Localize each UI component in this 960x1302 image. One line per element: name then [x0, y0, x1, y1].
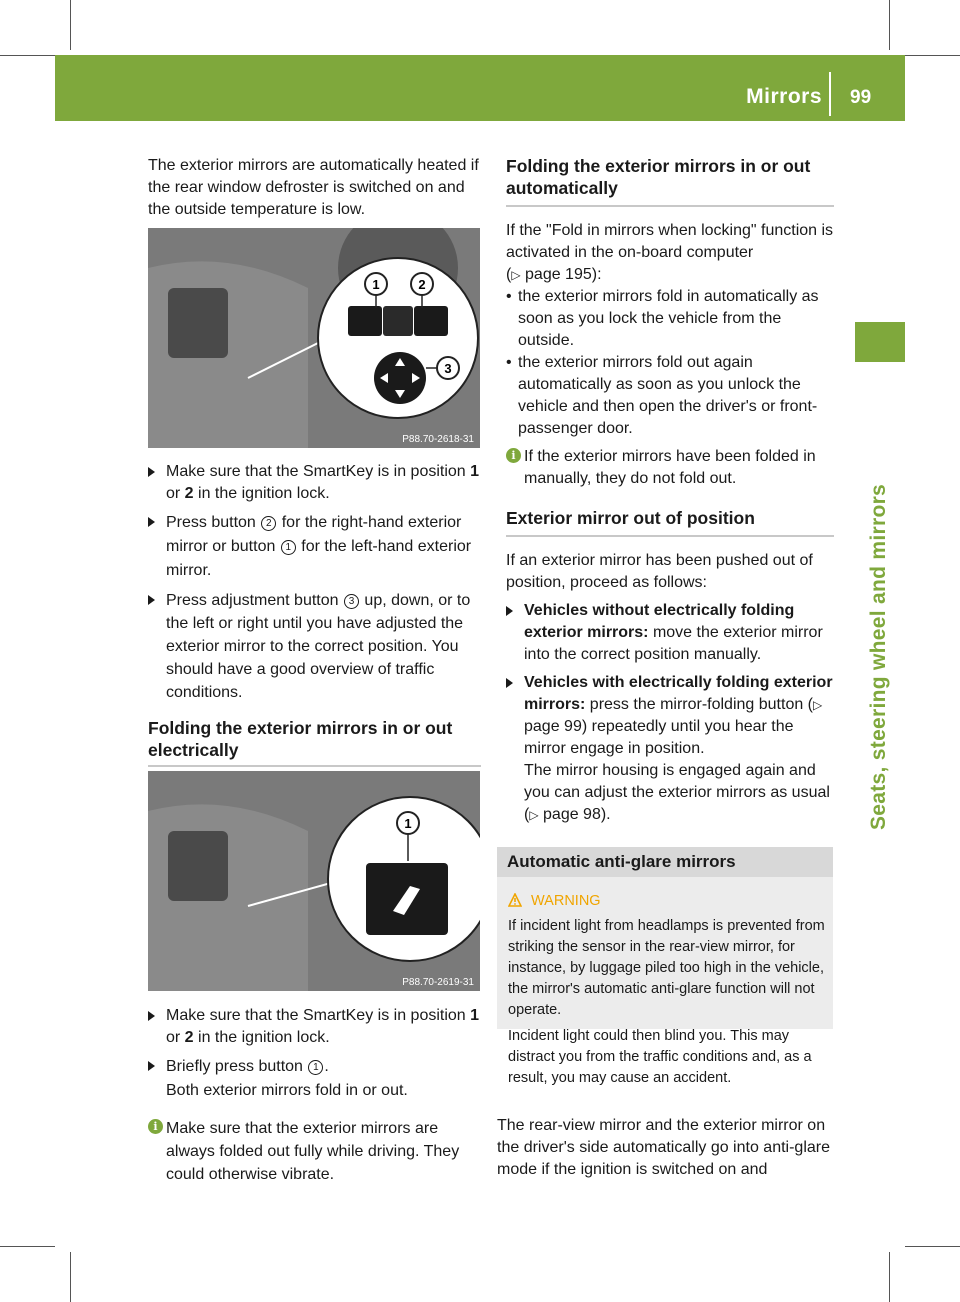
- arrow-icon: [148, 595, 155, 605]
- arrow-icon: [148, 1061, 155, 1071]
- step: Make sure that the SmartKey is in position 1 or 2 in the ignition lock.: [148, 461, 481, 505]
- number-badge: 2: [261, 516, 276, 531]
- left-steps-1: [148, 461, 481, 704]
- box-heading: Automatic anti-glare mirrors: [497, 847, 833, 877]
- callout-1: 1: [372, 277, 380, 292]
- page-number: 99: [850, 87, 872, 108]
- page-ref-icon: ▷: [511, 268, 521, 282]
- outro-paragraph: The rear-view mirror and the exterior mirror on the driver's side automatically go into anti-glare mode if the ignition is switched on and: [497, 1117, 830, 1178]
- figure-mirror-fold: [148, 771, 480, 991]
- info-note: i Make sure that the exterior mirrors are always folded out fully while driving. They could otherwise vibrate.: [148, 1117, 481, 1186]
- right-section-oop: Exterior mirror out of position If an exterior mirror has been pushed out of position, proceed as follows: Vehicles without electrically folding exterior mirrors: move the exterior mirror into the correct position manually. Vehicles with electrically folding exterior mirrors: press the mirror-folding button (▷ page 99) repeatedly until you hear the mirror engage in position. The mirror housing is engaged again and you can adjust the exterior mirrors as usual (▷ page 98).: [506, 507, 834, 826]
- arrow-icon: [148, 1011, 155, 1021]
- number-badge: 1: [281, 540, 296, 555]
- crop-mark: [0, 55, 55, 56]
- heading-rule: [506, 535, 834, 537]
- step: Vehicles with electrically folding exterior mirrors: press the mirror-folding button (▷ page 99) repeatedly until you hear the mirror engage in position. The mirror housing is engaged again and you can adjust the exterior mirrors as usual (▷ page 98).: [506, 672, 834, 826]
- number-badge: 1: [308, 1060, 323, 1075]
- callout-3: 3: [444, 361, 452, 376]
- warning-text: Incident light could then blind you. This may distract you from the traffic conditions and, as a result, you may cause an accident.: [508, 1028, 812, 1086]
- warning-text: If incident light from headlamps is prevented from striking the sensor in the rear-view mirror, for instance, by luggage piled too high in the vehicle, the mirror's automatic anti-glare function will not operate.: [508, 918, 825, 1018]
- crop-mark: [905, 1246, 960, 1247]
- dashboard-illustration: [148, 228, 480, 448]
- step: Press adjustment button 3 up, down, or to the left or right until you have adjusted the exterior mirror to the correct position. You should have a good overview of traffic conditions.: [148, 589, 481, 704]
- callout-2: 2: [418, 277, 426, 292]
- step: Briefly press button 1 . Both exterior mirrors fold in or out.: [148, 1055, 481, 1103]
- info-note: i If the exterior mirrors have been folded in manually, they do not fold out.: [506, 446, 834, 490]
- step: Vehicles without electrically folding exterior mirrors: move the exterior mirror into the correct position manually.: [506, 600, 834, 666]
- side-tab: [855, 322, 905, 362]
- step: Make sure that the SmartKey is in position 1 or 2 in the ignition lock.: [148, 1005, 481, 1049]
- crop-mark: [905, 55, 960, 56]
- crop-mark: [889, 1252, 890, 1302]
- heading-rule: [148, 765, 481, 767]
- crop-mark: [889, 0, 890, 50]
- left-column: [148, 155, 481, 221]
- heading-rule: [506, 205, 834, 207]
- arrow-icon: [148, 467, 155, 477]
- crop-mark: [0, 1246, 55, 1247]
- list-item: • the exterior mirrors fold in automatically as soon as you lock the vehicle from the outside.: [506, 288, 819, 349]
- figure-mirror-adjust: [148, 228, 480, 448]
- warning-label: WARNING: [531, 893, 601, 909]
- step: Press button 2 for the right-hand exterior mirror or button 1 for the left-hand exterior mirror.: [148, 511, 481, 583]
- section-heading-electric: Folding the exterior mirrors in or out electrically: [148, 717, 481, 767]
- intro-paragraph: The exterior mirrors are automatically heated if the rear window defroster is switched on and the outside temperature is low.: [148, 157, 479, 218]
- right-section-auto: Folding the exterior mirrors in or out automatically If the "Fold in mirrors when locking" function is activated in the on-board computer (▷ page 195): • the exterior mirrors fold in automatically as soon as you lock the vehicle from the outside. • the exterior mirrors fold out again automatically as soon as you unlock the vehicle and then open the driver's or front-passenger door. i If the exterior mirrors have been folded in manually, they do not fold out.: [506, 155, 834, 490]
- crop-mark: [70, 0, 71, 50]
- side-tab-label: Seats, steering wheel and mirrors: [867, 483, 890, 830]
- left-steps-2: [148, 1005, 481, 1186]
- dashboard-illustration: [148, 771, 480, 991]
- auto-intro: If the "Fold in mirrors when locking" function is activated in the on-board computer (▷ page 195):: [506, 222, 834, 283]
- page-ref-icon: ▷: [813, 698, 823, 712]
- list-item: • the exterior mirrors fold out again automatically as soon as you unlock the vehicle and then open the driver's or front-passenger door.: [506, 354, 818, 437]
- warning-icon: [508, 893, 522, 907]
- callout-1: 1: [404, 816, 412, 831]
- arrow-icon: [506, 606, 513, 616]
- info-icon: i: [506, 448, 521, 463]
- info-icon: i: [148, 1119, 163, 1134]
- page-title: Mirrors: [746, 85, 822, 108]
- figure-ref: P88.70-2619-31: [402, 977, 474, 988]
- crop-mark: [70, 1252, 71, 1302]
- arrow-icon: [148, 517, 155, 527]
- page-ref-icon: ▷: [529, 808, 539, 822]
- header-separator: [829, 72, 831, 116]
- warning-box: [497, 877, 833, 1086]
- figure-ref: P88.70-2618-31: [402, 434, 474, 445]
- number-badge: 3: [344, 594, 359, 609]
- arrow-icon: [506, 678, 513, 688]
